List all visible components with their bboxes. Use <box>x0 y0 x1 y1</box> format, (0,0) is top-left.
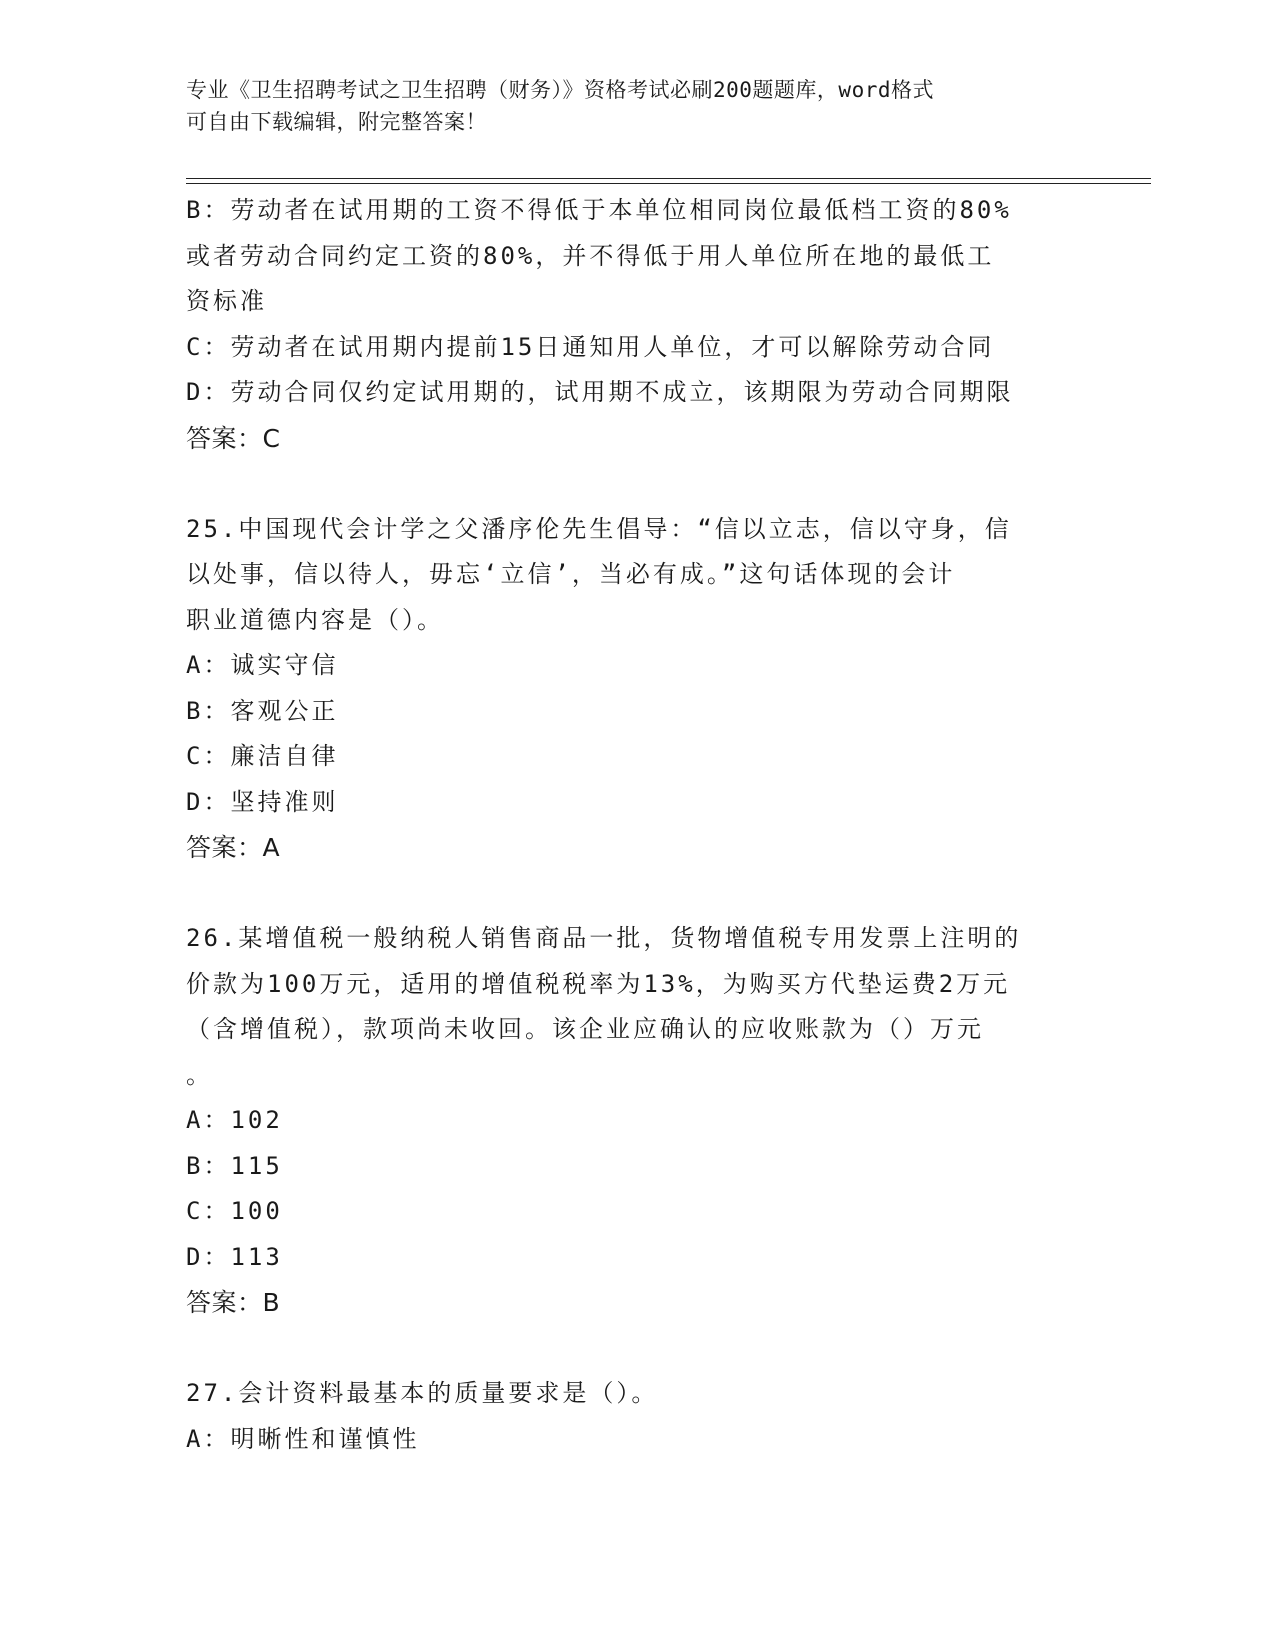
q26-answer: 答案：B <box>186 1288 281 1317</box>
prev-answer: 答案：C <box>186 423 281 453</box>
q25-stem-line-3: 职业道德内容是（）。 <box>186 605 444 634</box>
header-line-1: 专业《卫生招聘考试之卫生招聘（财务）》资格考试必刷200题题库，word格式 <box>186 78 934 102</box>
q26-option-d: D：113 <box>186 1242 283 1271</box>
header-divider-top <box>186 178 1151 179</box>
q27-stem-line-1: 27.会计资料最基本的质量要求是（）。 <box>186 1379 659 1407</box>
q26-stem-line-4: 。 <box>186 1060 213 1089</box>
q26-stem-line-2: 价款为100万元，适用的增值税税率为13%，为购买方代垫运费2万元 <box>186 969 1011 998</box>
prev-option-b-line-3: 资标准 <box>186 287 267 315</box>
prev-option-b-line-1: B：劳动者在试用期的工资不得低于本单位相同岗位最低档工资的80% <box>186 196 1012 224</box>
q26-option-a: A：102 <box>186 1106 283 1134</box>
q27-option-a: A：明晰性和谨慎性 <box>186 1424 420 1453</box>
q25-option-b: B：客观公正 <box>186 696 339 725</box>
q26-option-c: C：100 <box>186 1197 283 1225</box>
q25-stem-line-1: 25.中国现代会计学之父潘序伦先生倡导：“信以立志，信以守身，信 <box>186 514 1012 543</box>
q25-option-d: D：坚持准则 <box>186 787 339 816</box>
q26-option-b: B：115 <box>186 1151 283 1180</box>
document-header <box>186 74 1086 138</box>
prev-option-b-line-2: 或者劳动合同约定工资的80%，并不得低于用人单位所在地的最低工 <box>186 241 995 270</box>
q25-option-c: C：廉洁自律 <box>186 742 339 770</box>
q26-stem-line-1: 26.某增值税一般纳税人销售商品一批，货物增值税专用发票上注明的 <box>186 924 1022 952</box>
q25-stem-line-2: 以处事，信以待人，毋忘‘立信’，当必有成。”这句话体现的会计 <box>186 560 956 588</box>
header-line-2: 可自由下载编辑，附完整答案！ <box>186 110 487 134</box>
document-body <box>186 188 1086 1462</box>
prev-option-c: C：劳动者在试用期内提前15日通知用人单位，才可以解除劳动合同 <box>186 332 995 361</box>
q25-option-a: A：诚实守信 <box>186 651 339 679</box>
q25-answer: 答案：A <box>186 833 281 862</box>
header-divider-bottom <box>186 183 1151 184</box>
q26-stem-line-3: （含增值税），款项尚未收回。该企业应确认的应收账款为（）万元 <box>186 1015 984 1043</box>
prev-option-d: D：劳动合同仅约定试用期的，试用期不成立，该期限为劳动合同期限 <box>186 378 1014 406</box>
